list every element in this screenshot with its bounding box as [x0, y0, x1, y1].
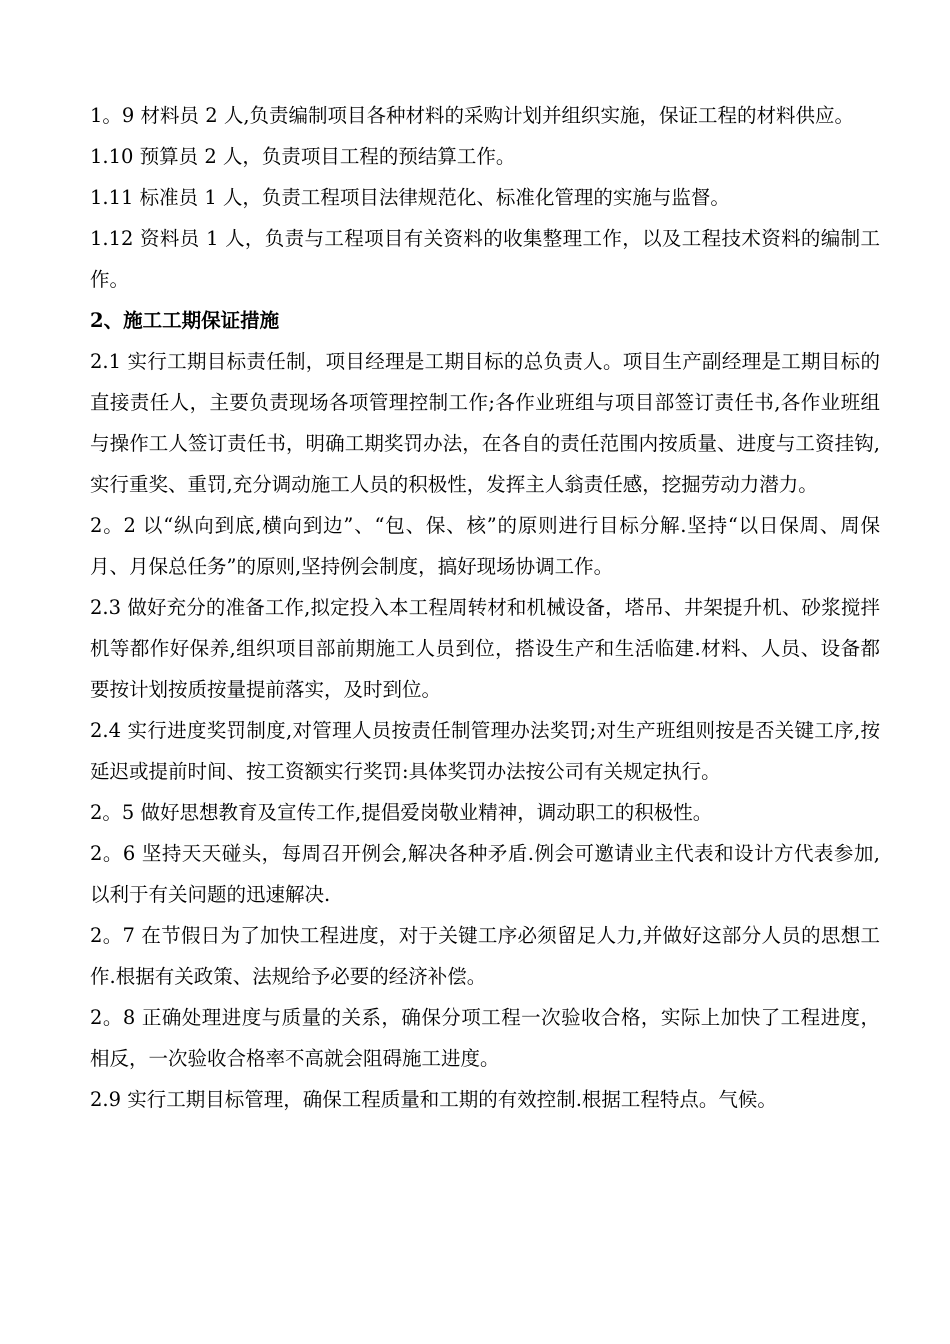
paragraph-1-9: 1。9 材料员 2 人,负责编制项目各种材料的采购计划并组织实施，保证工程的材料供应。	[90, 104, 855, 127]
paragraph-2-9: 2.9 实行工期目标管理，确保工程质量和工期的有效控制.根据工程特点。气候。	[90, 1088, 777, 1111]
paragraph-2-6: 2。6 坚持天天碰头，每周召开例会,解决各种矛盾.例会可邀请业主代表和设计方代表参加,以利于有关问题的迅速解决.	[90, 842, 880, 906]
paragraph-2-1: 2.1 实行工期目标责任制，项目经理是工期目标的总负责人。项目生产副经理是工期目标的直接责任人，主要负责现场各项管理控制工作;各作业班组与项目部签订责任书,各作业班组与操作工人签订责任书，明确工期奖罚办法，在各自的责任范围内按质量、进度与工资挂钩,实行重奖、重罚,充分调动施工人员的积极性，发挥主人翁责任感，挖掘劳动力潜力。	[90, 350, 880, 496]
paragraph-2-7: 2。7 在节假日为了加快工程进度，对于关键工序必须留足人力,并做好这部分人员的思想工作.根据有关政策、法规给予必要的经济补偿。	[90, 924, 880, 988]
paragraph-2-3: 2.3 做好充分的准备工作,拟定投入本工程周转材和机械设备，塔吊、井架提升机、砂浆搅拌机等都作好保养,组织项目部前期施工人员到位，搭设生产和生活临建.材料、人员、设备都要按计划按质按量提前落实，及时到位。	[90, 596, 880, 701]
paragraph-1-11: 1.11 标准员 1 人，负责工程项目法律规范化、标准化管理的实施与监督。	[90, 186, 730, 209]
paragraph-1-10: 1.10 预算员 2 人，负责项目工程的预结算工作。	[90, 145, 516, 168]
paragraph-1-12: 1.12 资料员 1 人，负责与工程项目有关资料的收集整理工作，以及工程技术资料的编制工作。	[90, 227, 880, 291]
paragraph-2-8: 2。8 正确处理进度与质量的关系，确保分项工程一次验收合格，实际上加快了工程进度，相反，一次验收合格率不高就会阻碍施工进度。	[90, 1006, 880, 1070]
paragraph-2-5: 2。5 做好思想教育及宣传工作,提倡爱岗敬业精神，调动职工的积极性。	[90, 801, 713, 824]
paragraph-2-2: 2。2 以“纵向到底,横向到边”、“包、保、核”的原则进行目标分解.坚持“以日保周、周保月、月保总任务”的原则,坚持例会制度，搞好现场协调工作。	[90, 514, 880, 578]
paragraph-2-4: 2.4 实行进度奖罚制度,对管理人员按责任制管理办法奖罚;对生产班组则按是否关键工序,按延迟或提前时间、按工资额实行奖罚:具体奖罚办法按公司有关规定执行。	[90, 719, 880, 783]
section-heading-2: 2、施工工期保证措施	[90, 309, 280, 332]
